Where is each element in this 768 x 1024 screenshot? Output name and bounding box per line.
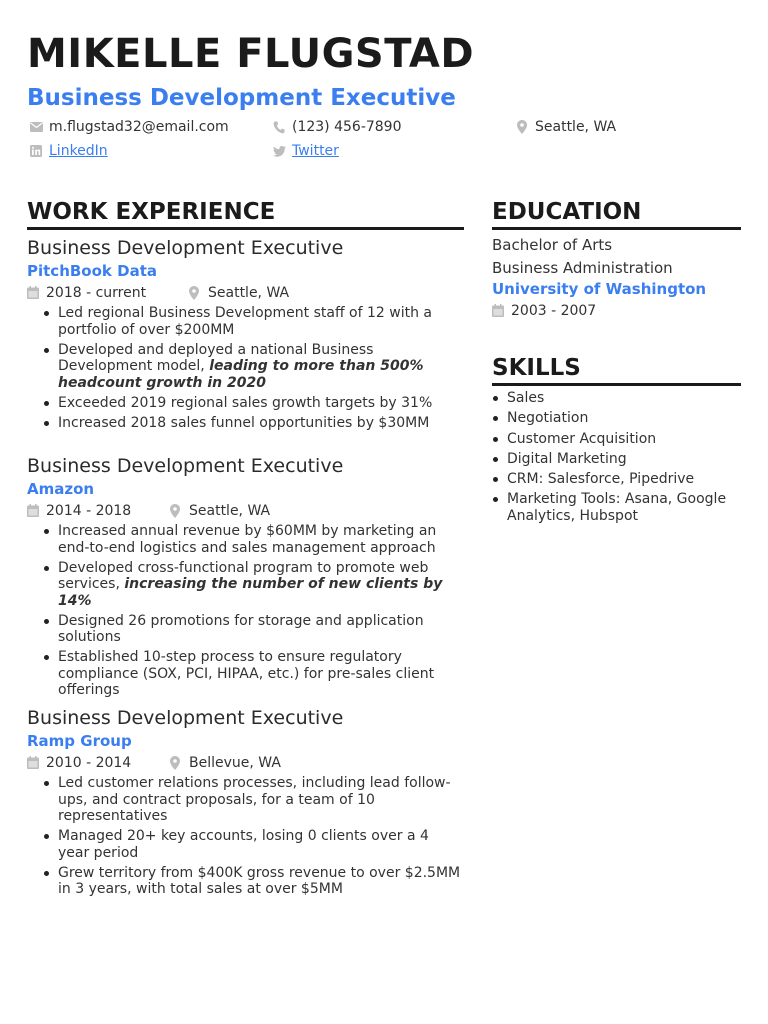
skills-heading: SKILLS	[492, 355, 581, 381]
skills-list	[492, 390, 742, 529]
skill-item: Negotiation	[492, 410, 742, 427]
skill-item: Digital Marketing	[492, 451, 742, 468]
job-bullet: Increased 2018 sales funnel opportunities by $30MM	[27, 415, 464, 432]
candidate-title: Business Development Executive	[27, 85, 456, 111]
job-bullet: Increased annual revenue by $60MM by marketing an end-to-end logistics and sales management approach	[27, 523, 464, 556]
map-pin-icon	[170, 504, 184, 518]
job-dates: 2018 - current	[46, 285, 147, 301]
envelope-icon	[29, 120, 43, 134]
map-pin-icon	[515, 120, 529, 134]
job-bullet: Managed 20+ key accounts, losing 0 clients over a 4 year period	[27, 828, 464, 861]
calendar-icon	[492, 304, 506, 318]
section-divider	[492, 227, 741, 230]
job-meta	[27, 502, 464, 520]
job-dates: 2014 - 2018	[46, 503, 132, 519]
phone-icon	[272, 120, 286, 134]
job-location-text: Seattle, WA	[189, 503, 271, 519]
linkedin-icon	[29, 144, 43, 158]
job-bullets	[27, 523, 464, 699]
company-name: Amazon	[27, 480, 95, 498]
job-bullet: Grew territory from $400K gross revenue to over $2.5MM in 3 years, with total sales at over $5MM	[27, 865, 464, 898]
contact-email	[29, 118, 229, 136]
education-entry	[492, 234, 742, 320]
section-divider	[492, 383, 741, 386]
linkedin-link[interactable]: LinkedIn	[49, 143, 108, 159]
contact-location	[515, 118, 616, 136]
job-bullet: Exceeded 2019 regional sales growth targets by 31%	[27, 395, 464, 412]
twitter-icon	[272, 144, 286, 158]
job-location	[170, 754, 281, 772]
job-bullet: Led regional Business Development staff of 12 with a portfolio of over $200MM	[27, 305, 464, 338]
work-experience-heading: WORK EXPERIENCE	[27, 199, 276, 225]
job-bullets	[27, 305, 464, 431]
map-pin-icon	[170, 756, 184, 770]
contact-twitter[interactable]	[272, 142, 339, 160]
calendar-icon	[27, 504, 41, 518]
twitter-link[interactable]: Twitter	[292, 143, 339, 159]
phone-text: (123) 456-7890	[292, 119, 402, 135]
contact-linkedin[interactable]	[29, 142, 108, 160]
job-dates: 2010 - 2014	[46, 755, 132, 771]
education-meta	[492, 302, 742, 320]
field-of-study: Business Administration	[492, 258, 673, 277]
map-pin-icon	[189, 286, 203, 300]
email-text: m.flugstad32@email.com	[49, 119, 229, 135]
job-meta	[27, 284, 464, 302]
job-location	[170, 502, 270, 520]
job-title: Business Development Executive	[27, 455, 344, 477]
job-bullet: Developed and deployed a national Business Development model, leading to more than 500% headcount growth in 2020	[27, 342, 464, 392]
job-bullet: Established 10-step process to ensure regulatory compliance (SOX, PCI, HIPAA, etc.) for pre-sales client offerings	[27, 649, 464, 699]
calendar-icon	[27, 286, 41, 300]
job-title: Business Development Executive	[27, 237, 344, 259]
skill-item: Customer Acquisition	[492, 431, 742, 448]
location-text: Seattle, WA	[535, 119, 617, 135]
education-dates: 2003 - 2007	[511, 303, 597, 319]
company-name: PitchBook Data	[27, 262, 157, 280]
job-location-text: Seattle, WA	[208, 285, 290, 301]
company-name: Ramp Group	[27, 732, 132, 750]
job-title: Business Development Executive	[27, 707, 344, 729]
job-location	[189, 284, 289, 302]
calendar-icon	[27, 756, 41, 770]
candidate-name: MIKELLE FLUGSTAD	[27, 31, 475, 77]
job-bullet: Designed 26 promotions for storage and application solutions	[27, 613, 464, 646]
job-meta	[27, 754, 464, 772]
skill-item: Sales	[492, 390, 742, 407]
job-location-text: Bellevue, WA	[189, 755, 281, 771]
job-entry	[27, 454, 464, 702]
school-name: University of Washington	[492, 280, 707, 298]
job-entry	[27, 706, 464, 901]
degree: Bachelor of Arts	[492, 236, 613, 254]
job-entry	[27, 236, 464, 435]
job-bullet: Led customer relations processes, including lead follow-ups, and contract proposals, for a team of 10 representatives	[27, 775, 464, 825]
contact-phone	[272, 118, 402, 136]
job-bullet: Developed cross-functional program to promote web services, increasing the number of new clients by 14%	[27, 560, 464, 610]
education-heading: EDUCATION	[492, 199, 642, 225]
job-bullets	[27, 775, 464, 898]
skill-item: CRM: Salesforce, Pipedrive	[492, 471, 742, 488]
skill-item: Marketing Tools: Asana, Google Analytics, Hubspot	[492, 491, 742, 525]
section-divider	[27, 227, 464, 230]
